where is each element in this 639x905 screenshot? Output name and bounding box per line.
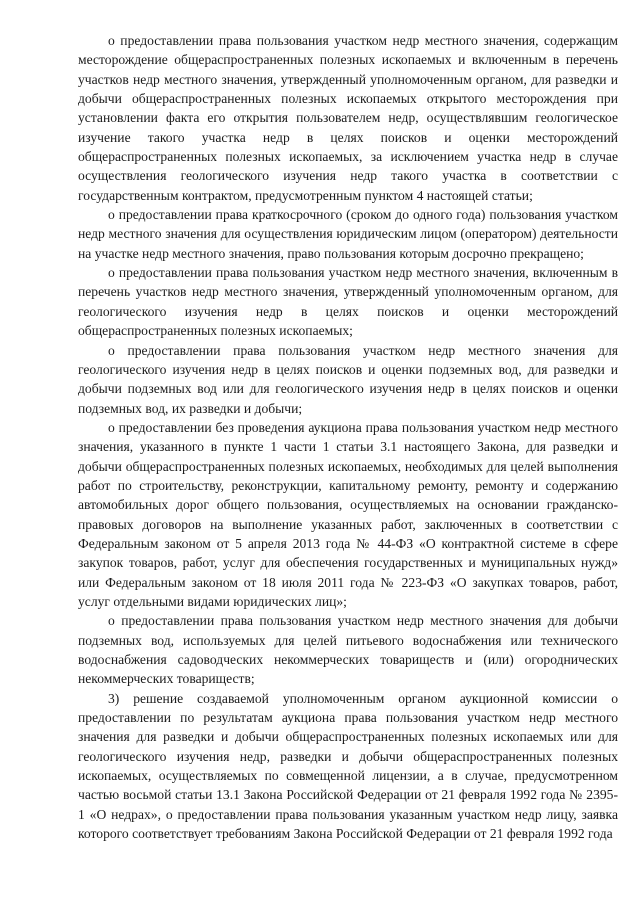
paragraph-short-term-use: о предоставлении права краткосрочного (сроком до одного года) пользования участком недр местного значения для осуществления юридическим лицом (оператором) деятельности на участке недр местного значения, право пользования которым досрочно прекращено; bbox=[78, 207, 618, 261]
document-page bbox=[78, 31, 618, 843]
paragraph-groundwater-study: о предоставлении права пользования участком недр местного значения для геологического изучения недр в целях поисков и оценки подземных вод, для разведки и добычи подземных вод или для геологического изучения недр в целях поисков и оценки подземных вод, их разведки и добычи; bbox=[78, 342, 618, 416]
paragraph-geological-study: о предоставлении права пользования участком недр местного значения, включенным в перечень участков недр местного значения, утвержденный уполномоченным органом, для геологического изучения недр в целях поисков и оценки месторождений общераспространенных полезных ископаемых; bbox=[78, 265, 618, 339]
paragraph-without-auction: о предоставлении без проведения аукциона права пользования участком недр местного значения, указанного в пункте 1 части 1 статьи 3.1 настоящего Закона, для разведки и добычи общераспространенных полезных ископаемых, необходимых для целей выполнения работ по строительству, реконструкции, капитальному ремонту, ремонту и содержанию автомобильных дорог общего пользования, осуществляемых на основании гражданско-правовых договоров на выполнение указанных работ, заключенных в соответствии с Федеральным законом от 5 апреля 2013 года № 44-ФЗ «О контрактной системе в сфере закупок товаров, работ, услуг для обеспечения государственных и муниципальных нужд» или Федеральным законом от 18 июля 2011 года № 223-ФЗ «О закупках товаров, работ, услуг отдельными видами юридических лиц»; bbox=[78, 419, 618, 609]
paragraph-auction-commission: 3) решение создаваемой уполномоченным органом аукционной комиссии о предоставлении по результатам аукциона права пользования участком недр местного значения для разведки и добычи общераспространенных полезных ископаемых или для геологического изучения недр, разведки и добычи общераспространенных полезных ископаемых, осуществляемых по совмещенной лицензии, а в случае, предусмотренном частью восьмой статьи 13.1 Закона Российской Федерации от 21 февраля 1992 года № 2395-1 «О недрах», о предоставлении права пользования указанным участком недр лицу, заявка которого соответствует требованиям Закона Российской Федерации от 21 февраля 1992 года bbox=[78, 690, 618, 842]
paragraph-drinking-water: о предоставлении права пользования участком недр местного значения для добычи подземных вод, используемых для целей питьевого водоснабжения или технического водоснабжения садоводческих некоммерческих товариществ и (или) огороднических некоммерческих товариществ; bbox=[78, 613, 618, 687]
paragraph-deposit-discovery: о предоставлении права пользования участком недр местного значения, содержащим месторождение общераспространенных полезных ископаемых и включенным в перечень участков недр местного значения, утвержденный уполномоченным органом, для разведки и добычи общераспространенных полезных ископаемых открытого месторождения при установлении факта его открытия пользователем недр, осуществлявшим геологическое изучение такого участка недр в целях поисков и оценки месторождений общераспространенных полезных ископаемых, за исключением участка недр в случае осуществления геологического изучения недр такого участка в соответствии с государственным контрактом, предусмотренным пунктом 4 настоящей статьи; bbox=[78, 33, 618, 203]
